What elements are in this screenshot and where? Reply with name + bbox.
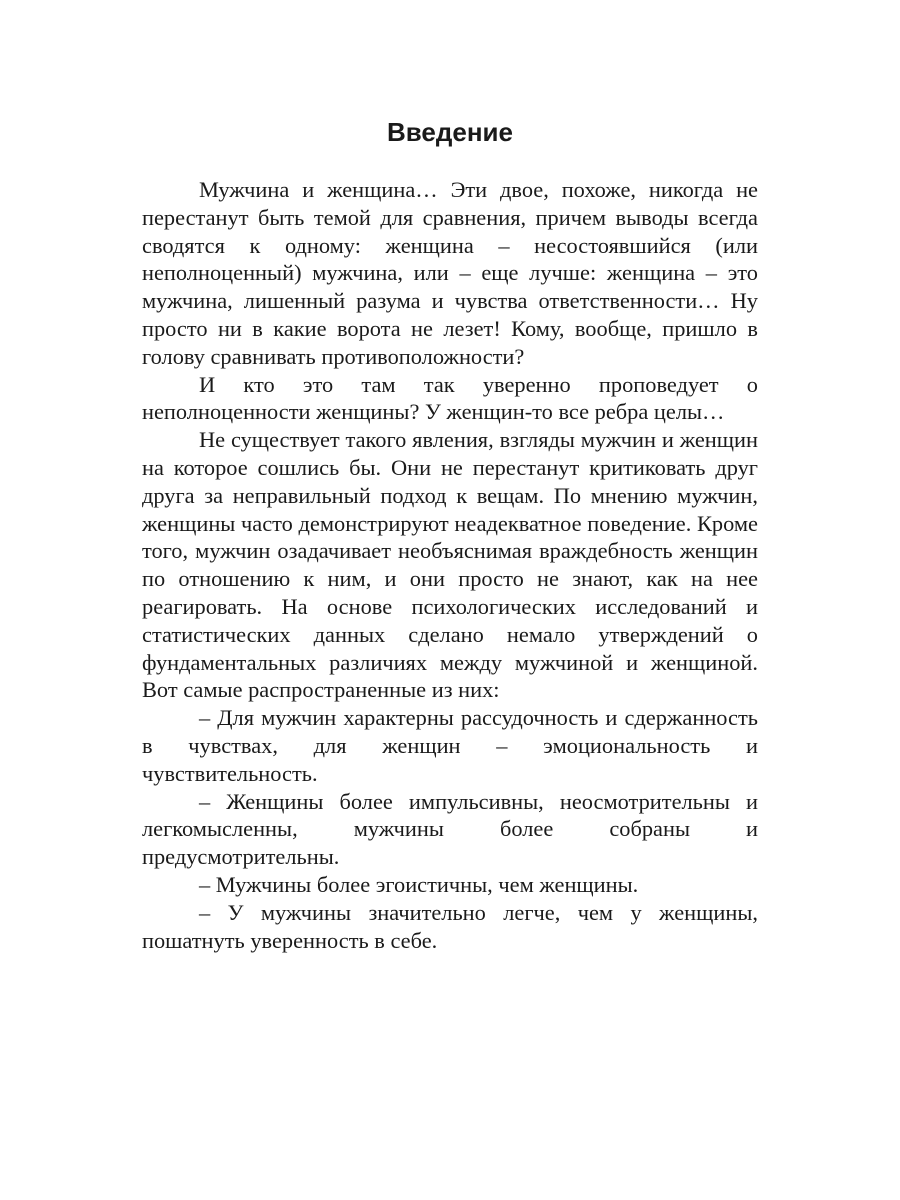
list-item: – Женщины более импульсивны, неосмотрительны и легкомысленны, мужчины более собраны и предусмотрительны. bbox=[142, 788, 758, 870]
paragraph: И кто это там так уверенно проповедует о неполноценности женщины? У женщин-то все ребра целы… bbox=[142, 371, 758, 425]
paragraph: Мужчина и женщина… Эти двое, похоже, никогда не перестанут быть темой для сравнения, причем выводы всегда сводятся к одному: женщина – несостоявшийся (или неполноценный) мужчина, или – еще лучше: женщина – это мужчина, лишенный разума и чувства ответственности… Ну просто ни в какие ворота не лезет! Кому, вообще, пришло в голову сравнивать противоположности? bbox=[142, 177, 758, 369]
document-body bbox=[142, 176, 758, 954]
list-item: – Мужчины более эгоистичны, чем женщины. bbox=[199, 871, 639, 897]
page-title: Введение bbox=[387, 117, 513, 147]
list-item: – Для мужчин характерны рассудочность и сдержанность в чувствах, для женщин – эмоциональность и чувствительность. bbox=[142, 705, 758, 786]
list-item: – У мужчины значительно легче, чем у женщины, пошатнуть уверенность в себе. bbox=[142, 899, 758, 953]
paragraph: Не существует такого явления, взгляды мужчин и женщин на которое сошлись бы. Они не перестанут критиковать друг друга за неправильный подход к вещам. По мнению мужчин, женщины часто демонстрируют неадекватное поведение. Кроме того, мужчин озадачивает необъяснимая враждебность женщин по отношению к ним, и они просто не знают, как на нее реагировать. На основе психологических исследований и статистических данных сделано немало утверждений о фундаментальных различиях между мужчиной и женщиной. Вот самые распространенные из них: bbox=[142, 427, 758, 703]
